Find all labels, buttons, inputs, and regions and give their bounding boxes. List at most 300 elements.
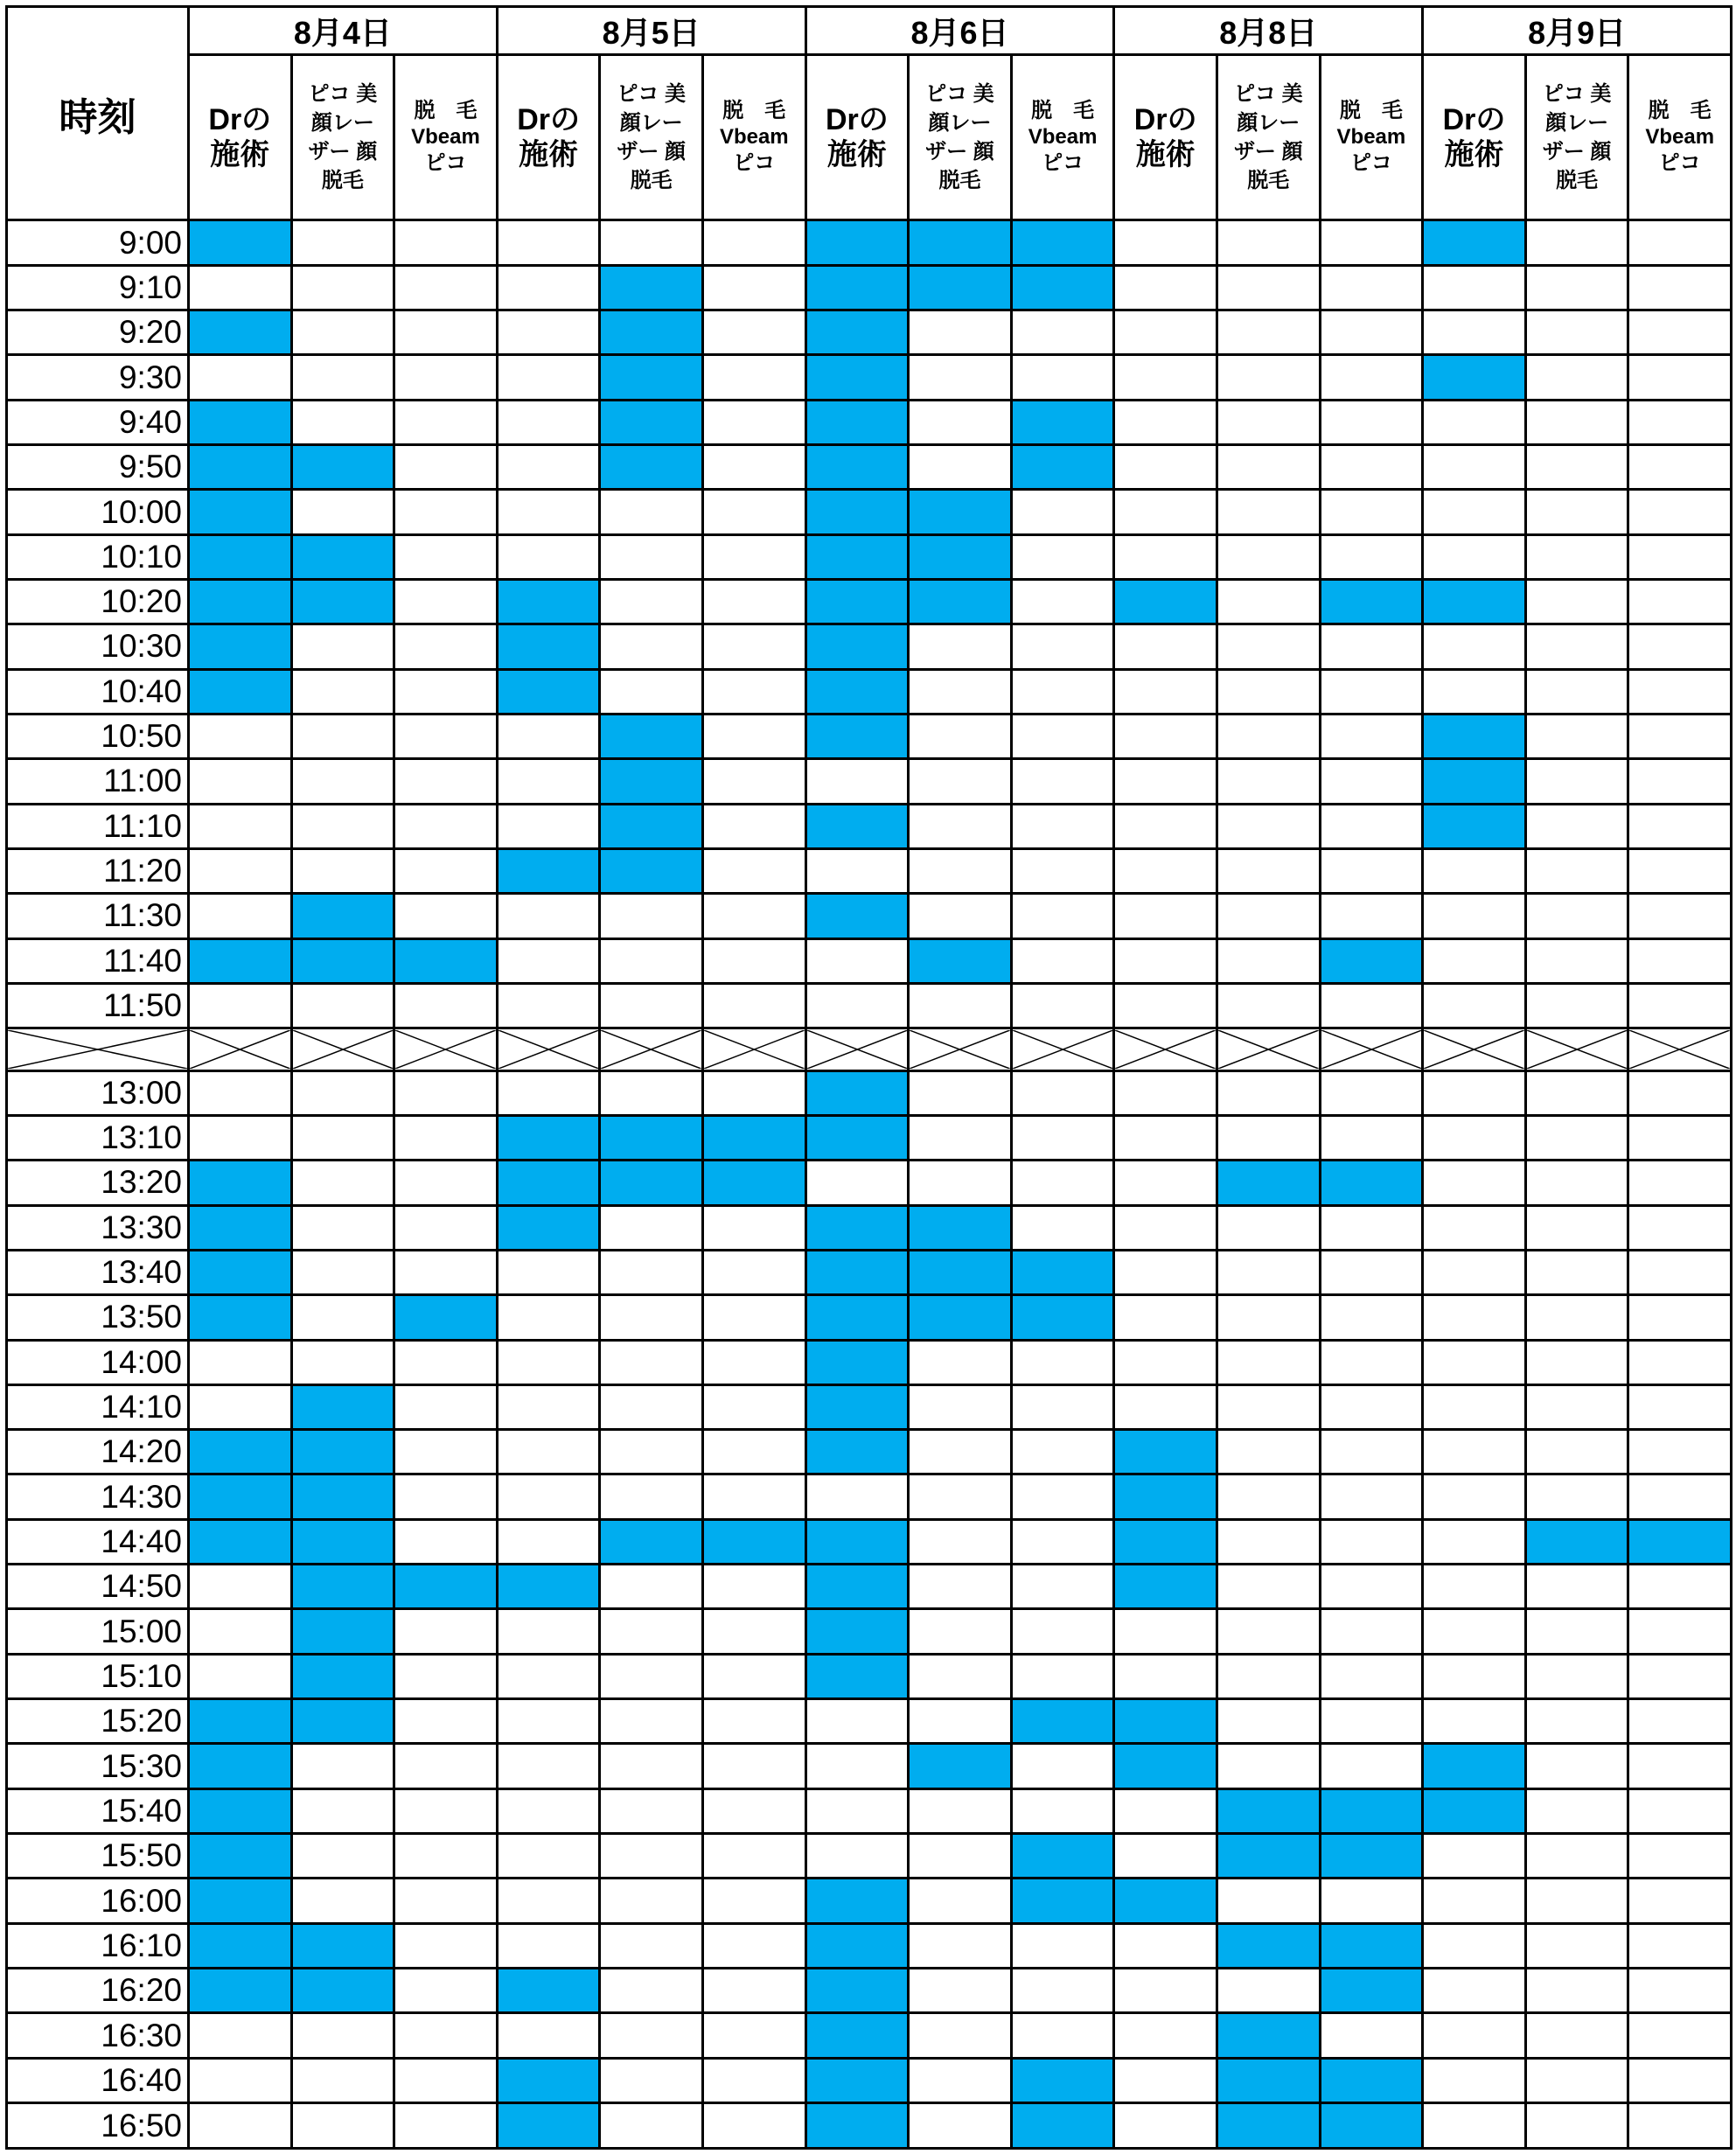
slot-free[interactable] — [1628, 669, 1732, 714]
slot-free[interactable] — [1217, 714, 1320, 758]
slot-free[interactable] — [497, 1070, 600, 1115]
slot-free[interactable] — [1628, 1744, 1732, 1788]
slot-free[interactable] — [291, 983, 394, 1028]
slot-booked[interactable] — [600, 400, 703, 444]
slot-free[interactable] — [1320, 310, 1423, 355]
slot-free[interactable] — [600, 669, 703, 714]
slot-free[interactable] — [1423, 1115, 1526, 1160]
slot-free[interactable] — [1525, 983, 1628, 1028]
slot-booked[interactable] — [189, 1161, 292, 1205]
slot-free[interactable] — [1525, 490, 1628, 534]
slot-free[interactable] — [1217, 624, 1320, 669]
slot-free[interactable] — [497, 983, 600, 1028]
slot-booked[interactable] — [805, 1879, 909, 1923]
slot-booked[interactable] — [805, 714, 909, 758]
slot-free[interactable] — [909, 1474, 1012, 1519]
slot-free[interactable] — [1423, 2058, 1526, 2102]
slot-free[interactable] — [600, 580, 703, 624]
slot-free[interactable] — [1011, 1969, 1114, 2013]
slot-free[interactable] — [1114, 1340, 1217, 1384]
slot-free[interactable] — [497, 2013, 600, 2058]
slot-booked[interactable] — [805, 1923, 909, 1968]
slot-free[interactable] — [909, 1834, 1012, 1879]
slot-free[interactable] — [497, 1744, 600, 1788]
slot-free[interactable] — [394, 1430, 498, 1474]
slot-free[interactable] — [1320, 848, 1423, 893]
slot-booked[interactable] — [909, 1744, 1012, 1788]
slot-free[interactable] — [1628, 220, 1732, 265]
slot-booked[interactable] — [702, 1161, 805, 1205]
slot-free[interactable] — [1217, 534, 1320, 579]
slot-booked[interactable] — [805, 355, 909, 400]
slot-free[interactable] — [497, 534, 600, 579]
slot-free[interactable] — [394, 759, 498, 804]
slot-free[interactable] — [1320, 1430, 1423, 1474]
slot-booked[interactable] — [1423, 580, 1526, 624]
slot-free[interactable] — [291, 220, 394, 265]
slot-free[interactable] — [1320, 1205, 1423, 1250]
slot-free[interactable] — [189, 1384, 292, 1429]
slot-free[interactable] — [1217, 490, 1320, 534]
slot-free[interactable] — [1423, 1923, 1526, 1968]
slot-free[interactable] — [1217, 310, 1320, 355]
slot-booked[interactable] — [1525, 1519, 1628, 1564]
slot-free[interactable] — [1114, 355, 1217, 400]
slot-booked[interactable] — [805, 490, 909, 534]
slot-free[interactable] — [1628, 983, 1732, 1028]
slot-booked[interactable] — [805, 1430, 909, 1474]
slot-free[interactable] — [909, 1161, 1012, 1205]
slot-free[interactable] — [394, 580, 498, 624]
slot-free[interactable] — [1525, 804, 1628, 848]
slot-free[interactable] — [1423, 1565, 1526, 1609]
slot-free[interactable] — [702, 1969, 805, 2013]
slot-free[interactable] — [291, 1340, 394, 1384]
slot-free[interactable] — [1423, 983, 1526, 1028]
slot-booked[interactable] — [1114, 580, 1217, 624]
slot-free[interactable] — [702, 1788, 805, 1833]
slot-free[interactable] — [1114, 624, 1217, 669]
slot-free[interactable] — [1628, 534, 1732, 579]
slot-free[interactable] — [1423, 2103, 1526, 2149]
slot-free[interactable] — [394, 1923, 498, 1968]
slot-free[interactable] — [497, 1699, 600, 1744]
slot-free[interactable] — [702, 759, 805, 804]
slot-booked[interactable] — [1011, 400, 1114, 444]
slot-free[interactable] — [600, 1565, 703, 1609]
slot-free[interactable] — [1525, 580, 1628, 624]
slot-free[interactable] — [600, 1969, 703, 2013]
slot-free[interactable] — [394, 848, 498, 893]
slot-free[interactable] — [1320, 1879, 1423, 1923]
slot-free[interactable] — [909, 804, 1012, 848]
slot-free[interactable] — [600, 220, 703, 265]
slot-free[interactable] — [600, 2058, 703, 2102]
slot-free[interactable] — [1011, 938, 1114, 983]
slot-booked[interactable] — [394, 1565, 498, 1609]
slot-free[interactable] — [1011, 1430, 1114, 1474]
slot-booked[interactable] — [805, 265, 909, 310]
slot-free[interactable] — [394, 1115, 498, 1160]
slot-free[interactable] — [291, 310, 394, 355]
slot-free[interactable] — [600, 1788, 703, 1833]
slot-booked[interactable] — [291, 1384, 394, 1429]
slot-booked[interactable] — [805, 1250, 909, 1294]
slot-free[interactable] — [1011, 759, 1114, 804]
slot-free[interactable] — [1320, 2013, 1423, 2058]
slot-free[interactable] — [394, 1070, 498, 1115]
slot-free[interactable] — [600, 894, 703, 938]
slot-booked[interactable] — [600, 445, 703, 490]
slot-free[interactable] — [600, 1744, 703, 1788]
slot-free[interactable] — [702, 2013, 805, 2058]
slot-free[interactable] — [291, 759, 394, 804]
slot-booked[interactable] — [600, 265, 703, 310]
slot-booked[interactable] — [909, 220, 1012, 265]
slot-free[interactable] — [1525, 220, 1628, 265]
slot-free[interactable] — [394, 669, 498, 714]
slot-free[interactable] — [805, 1788, 909, 1833]
slot-free[interactable] — [1423, 534, 1526, 579]
slot-free[interactable] — [497, 1609, 600, 1654]
slot-free[interactable] — [1114, 848, 1217, 893]
slot-free[interactable] — [702, 355, 805, 400]
slot-free[interactable] — [702, 580, 805, 624]
slot-free[interactable] — [909, 1070, 1012, 1115]
slot-free[interactable] — [1114, 400, 1217, 444]
slot-booked[interactable] — [1114, 1879, 1217, 1923]
slot-free[interactable] — [497, 1474, 600, 1519]
slot-free[interactable] — [1114, 2013, 1217, 2058]
slot-booked[interactable] — [1011, 1834, 1114, 1879]
slot-free[interactable] — [1320, 1250, 1423, 1294]
slot-free[interactable] — [909, 1115, 1012, 1160]
slot-free[interactable] — [702, 310, 805, 355]
slot-booked[interactable] — [1011, 1879, 1114, 1923]
slot-free[interactable] — [909, 355, 1012, 400]
slot-booked[interactable] — [600, 1115, 703, 1160]
slot-free[interactable] — [394, 490, 498, 534]
slot-free[interactable] — [600, 1879, 703, 1923]
slot-booked[interactable] — [497, 848, 600, 893]
slot-booked[interactable] — [291, 534, 394, 579]
slot-free[interactable] — [1628, 2013, 1732, 2058]
slot-free[interactable] — [702, 1340, 805, 1384]
slot-free[interactable] — [909, 1788, 1012, 1833]
slot-free[interactable] — [394, 1744, 498, 1788]
slot-free[interactable] — [1011, 1340, 1114, 1384]
slot-free[interactable] — [1011, 1923, 1114, 1968]
slot-free[interactable] — [1114, 1609, 1217, 1654]
slot-free[interactable] — [1525, 1250, 1628, 1294]
slot-booked[interactable] — [394, 938, 498, 983]
slot-booked[interactable] — [909, 1295, 1012, 1340]
slot-booked[interactable] — [1320, 580, 1423, 624]
slot-booked[interactable] — [497, 1969, 600, 2013]
slot-free[interactable] — [909, 1654, 1012, 1698]
slot-free[interactable] — [1114, 669, 1217, 714]
slot-free[interactable] — [1423, 1250, 1526, 1294]
slot-free[interactable] — [1011, 714, 1114, 758]
slot-booked[interactable] — [291, 1969, 394, 2013]
slot-booked[interactable] — [189, 1879, 292, 1923]
slot-free[interactable] — [600, 1699, 703, 1744]
slot-free[interactable] — [291, 400, 394, 444]
slot-free[interactable] — [394, 1250, 498, 1294]
slot-free[interactable] — [805, 983, 909, 1028]
slot-free[interactable] — [909, 848, 1012, 893]
slot-free[interactable] — [1217, 1430, 1320, 1474]
slot-free[interactable] — [1217, 848, 1320, 893]
slot-free[interactable] — [189, 1340, 292, 1384]
slot-free[interactable] — [1525, 1788, 1628, 1833]
slot-booked[interactable] — [1011, 445, 1114, 490]
slot-free[interactable] — [1525, 1565, 1628, 1609]
slot-free[interactable] — [1320, 624, 1423, 669]
slot-free[interactable] — [1423, 1519, 1526, 1564]
slot-free[interactable] — [702, 400, 805, 444]
slot-free[interactable] — [1011, 580, 1114, 624]
slot-free[interactable] — [189, 983, 292, 1028]
slot-free[interactable] — [909, 310, 1012, 355]
slot-free[interactable] — [1114, 1205, 1217, 1250]
slot-booked[interactable] — [291, 938, 394, 983]
slot-booked[interactable] — [909, 490, 1012, 534]
slot-free[interactable] — [1114, 1834, 1217, 1879]
slot-free[interactable] — [1423, 1161, 1526, 1205]
slot-free[interactable] — [189, 265, 292, 310]
slot-free[interactable] — [600, 1923, 703, 1968]
slot-free[interactable] — [1525, 624, 1628, 669]
slot-free[interactable] — [394, 310, 498, 355]
slot-free[interactable] — [909, 894, 1012, 938]
slot-free[interactable] — [1114, 714, 1217, 758]
slot-booked[interactable] — [1423, 804, 1526, 848]
slot-free[interactable] — [394, 1654, 498, 1698]
slot-free[interactable] — [600, 938, 703, 983]
slot-booked[interactable] — [291, 1565, 394, 1609]
slot-free[interactable] — [1320, 1519, 1423, 1564]
slot-free[interactable] — [1525, 1969, 1628, 2013]
slot-free[interactable] — [1114, 1384, 1217, 1429]
slot-free[interactable] — [1320, 534, 1423, 579]
slot-booked[interactable] — [291, 445, 394, 490]
slot-free[interactable] — [1114, 265, 1217, 310]
slot-free[interactable] — [1628, 400, 1732, 444]
slot-free[interactable] — [291, 1744, 394, 1788]
slot-free[interactable] — [909, 1699, 1012, 1744]
slot-booked[interactable] — [805, 1115, 909, 1160]
slot-free[interactable] — [909, 2103, 1012, 2149]
slot-free[interactable] — [600, 2013, 703, 2058]
slot-free[interactable] — [1217, 400, 1320, 444]
slot-booked[interactable] — [805, 894, 909, 938]
slot-free[interactable] — [1628, 265, 1732, 310]
slot-free[interactable] — [1628, 1384, 1732, 1429]
slot-free[interactable] — [394, 983, 498, 1028]
slot-free[interactable] — [1320, 445, 1423, 490]
slot-booked[interactable] — [805, 624, 909, 669]
slot-free[interactable] — [1525, 1834, 1628, 1879]
slot-free[interactable] — [702, 1070, 805, 1115]
slot-free[interactable] — [189, 2103, 292, 2149]
slot-free[interactable] — [394, 804, 498, 848]
slot-free[interactable] — [1217, 1654, 1320, 1698]
slot-free[interactable] — [805, 848, 909, 893]
slot-free[interactable] — [1320, 714, 1423, 758]
slot-booked[interactable] — [805, 534, 909, 579]
slot-free[interactable] — [1320, 220, 1423, 265]
slot-free[interactable] — [702, 220, 805, 265]
slot-free[interactable] — [1525, 1879, 1628, 1923]
slot-booked[interactable] — [805, 400, 909, 444]
slot-free[interactable] — [394, 2103, 498, 2149]
slot-free[interactable] — [1423, 1295, 1526, 1340]
slot-free[interactable] — [600, 1474, 703, 1519]
slot-free[interactable] — [1114, 983, 1217, 1028]
slot-booked[interactable] — [805, 1070, 909, 1115]
slot-free[interactable] — [1628, 1250, 1732, 1294]
slot-free[interactable] — [1114, 534, 1217, 579]
slot-free[interactable] — [291, 265, 394, 310]
slot-booked[interactable] — [805, 1565, 909, 1609]
slot-free[interactable] — [1628, 1161, 1732, 1205]
slot-free[interactable] — [1525, 1744, 1628, 1788]
slot-free[interactable] — [1423, 1834, 1526, 1879]
slot-free[interactable] — [291, 2103, 394, 2149]
slot-free[interactable] — [1423, 1654, 1526, 1698]
slot-free[interactable] — [600, 983, 703, 1028]
slot-free[interactable] — [1217, 355, 1320, 400]
slot-free[interactable] — [1628, 894, 1732, 938]
slot-booked[interactable] — [1320, 1969, 1423, 2013]
slot-booked[interactable] — [189, 1519, 292, 1564]
slot-free[interactable] — [1628, 2103, 1732, 2149]
slot-free[interactable] — [1628, 624, 1732, 669]
slot-free[interactable] — [702, 1384, 805, 1429]
slot-free[interactable] — [805, 938, 909, 983]
slot-free[interactable] — [1011, 894, 1114, 938]
slot-free[interactable] — [1628, 1969, 1732, 2013]
slot-booked[interactable] — [805, 2103, 909, 2149]
slot-free[interactable] — [909, 669, 1012, 714]
slot-free[interactable] — [600, 534, 703, 579]
slot-free[interactable] — [394, 1384, 498, 1429]
slot-booked[interactable] — [1011, 1699, 1114, 1744]
slot-free[interactable] — [291, 1788, 394, 1833]
slot-free[interactable] — [189, 2058, 292, 2102]
slot-free[interactable] — [1628, 1070, 1732, 1115]
slot-booked[interactable] — [1011, 1295, 1114, 1340]
slot-booked[interactable] — [189, 938, 292, 983]
slot-booked[interactable] — [189, 1969, 292, 2013]
slot-booked[interactable] — [600, 310, 703, 355]
slot-free[interactable] — [805, 759, 909, 804]
slot-booked[interactable] — [805, 1340, 909, 1384]
slot-free[interactable] — [189, 355, 292, 400]
slot-free[interactable] — [1423, 1699, 1526, 1744]
slot-booked[interactable] — [291, 894, 394, 938]
slot-booked[interactable] — [1114, 1519, 1217, 1564]
slot-booked[interactable] — [600, 804, 703, 848]
slot-booked[interactable] — [600, 1519, 703, 1564]
slot-booked[interactable] — [189, 1923, 292, 1968]
slot-free[interactable] — [1525, 1384, 1628, 1429]
slot-free[interactable] — [1525, 1070, 1628, 1115]
slot-free[interactable] — [909, 714, 1012, 758]
slot-booked[interactable] — [291, 580, 394, 624]
slot-booked[interactable] — [1217, 1161, 1320, 1205]
slot-free[interactable] — [909, 2013, 1012, 2058]
slot-free[interactable] — [1423, 848, 1526, 893]
slot-free[interactable] — [1423, 265, 1526, 310]
slot-free[interactable] — [394, 2013, 498, 2058]
slot-booked[interactable] — [497, 669, 600, 714]
slot-free[interactable] — [1525, 310, 1628, 355]
slot-free[interactable] — [1525, 2013, 1628, 2058]
slot-free[interactable] — [1423, 490, 1526, 534]
slot-free[interactable] — [1114, 445, 1217, 490]
slot-free[interactable] — [1217, 1070, 1320, 1115]
slot-booked[interactable] — [1011, 220, 1114, 265]
slot-free[interactable] — [1525, 355, 1628, 400]
slot-free[interactable] — [394, 1699, 498, 1744]
slot-free[interactable] — [1114, 759, 1217, 804]
slot-free[interactable] — [497, 220, 600, 265]
slot-free[interactable] — [1114, 1969, 1217, 2013]
slot-booked[interactable] — [291, 1474, 394, 1519]
slot-free[interactable] — [1114, 1788, 1217, 1833]
slot-booked[interactable] — [1423, 759, 1526, 804]
slot-booked[interactable] — [805, 310, 909, 355]
slot-free[interactable] — [702, 669, 805, 714]
slot-free[interactable] — [1011, 1744, 1114, 1788]
slot-free[interactable] — [1217, 894, 1320, 938]
slot-free[interactable] — [291, 1115, 394, 1160]
slot-free[interactable] — [394, 265, 498, 310]
slot-free[interactable] — [1217, 1340, 1320, 1384]
slot-free[interactable] — [1011, 1384, 1114, 1429]
slot-booked[interactable] — [805, 804, 909, 848]
slot-free[interactable] — [497, 804, 600, 848]
slot-free[interactable] — [909, 1879, 1012, 1923]
slot-free[interactable] — [702, 1250, 805, 1294]
slot-free[interactable] — [1320, 490, 1423, 534]
slot-free[interactable] — [1011, 1609, 1114, 1654]
slot-free[interactable] — [1320, 1115, 1423, 1160]
slot-booked[interactable] — [1423, 220, 1526, 265]
slot-free[interactable] — [1011, 1788, 1114, 1833]
slot-free[interactable] — [702, 1834, 805, 1879]
slot-free[interactable] — [702, 265, 805, 310]
slot-free[interactable] — [1525, 445, 1628, 490]
slot-free[interactable] — [909, 1340, 1012, 1384]
slot-free[interactable] — [1320, 1565, 1423, 1609]
slot-free[interactable] — [291, 804, 394, 848]
slot-free[interactable] — [291, 355, 394, 400]
slot-booked[interactable] — [1320, 2058, 1423, 2102]
slot-free[interactable] — [702, 1654, 805, 1698]
slot-free[interactable] — [1217, 1609, 1320, 1654]
slot-free[interactable] — [1628, 2058, 1732, 2102]
slot-free[interactable] — [1011, 1205, 1114, 1250]
slot-booked[interactable] — [1011, 265, 1114, 310]
slot-booked[interactable] — [805, 669, 909, 714]
slot-booked[interactable] — [1423, 714, 1526, 758]
slot-booked[interactable] — [1628, 1519, 1732, 1564]
slot-free[interactable] — [1320, 355, 1423, 400]
slot-booked[interactable] — [600, 714, 703, 758]
